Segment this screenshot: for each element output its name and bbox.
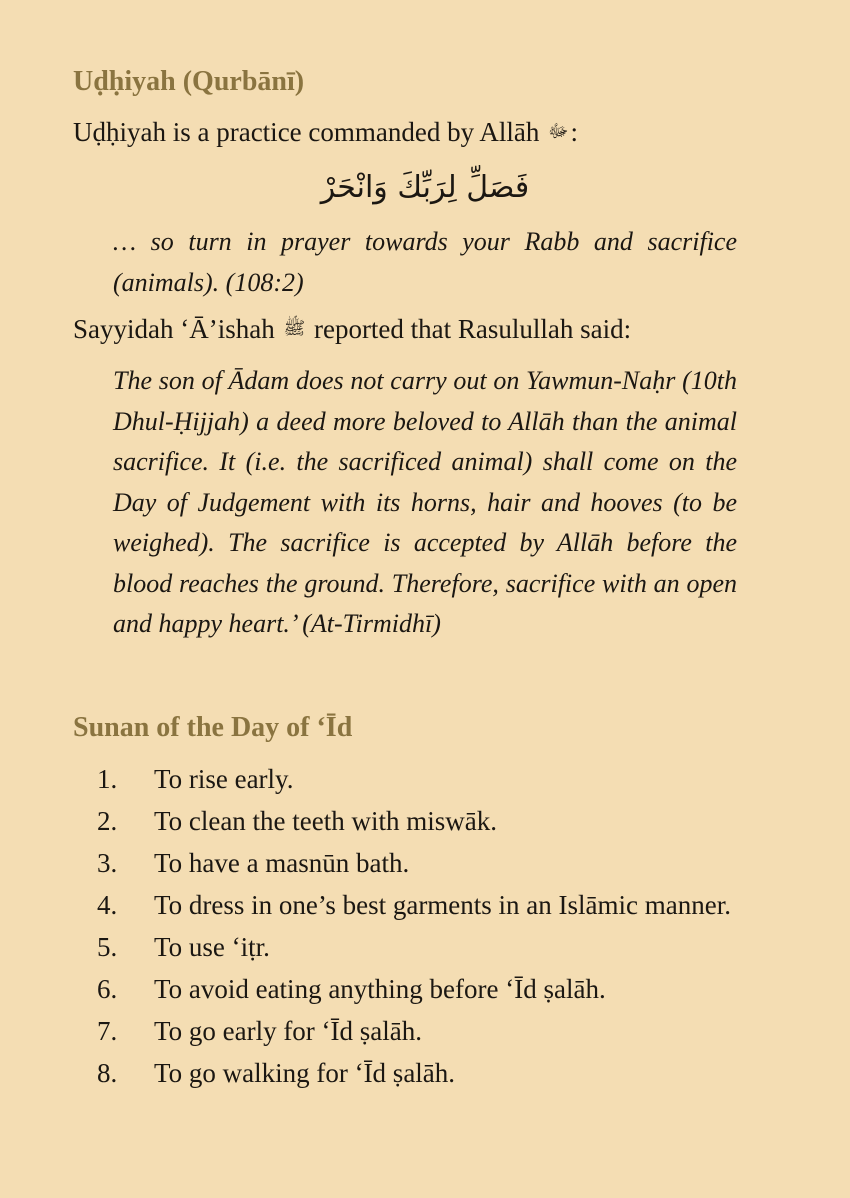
list-item-text: To have a masnūn bath. <box>154 848 410 878</box>
list-item <box>0 884 776 926</box>
honorific-mark: ﷻ <box>548 121 569 142</box>
list-number: 4. <box>97 890 118 920</box>
list-number: 3. <box>97 848 118 878</box>
list-item <box>0 842 776 884</box>
hadith-intro <box>73 314 631 345</box>
list-number: 7. <box>97 1016 118 1046</box>
list-item-text: To go walking for ‘Īd ṣalāh. <box>154 1058 456 1088</box>
arabic-verse: فَصَلِّ لِرَبِّكَ وَانْحَرْ <box>320 170 530 205</box>
hadith-text: The son of Ādam does not carry out on Yawmun-Naḥr (10th Dhul-Ḥijjah) a deed more beloved to Allāh than the animal sacrifice. It (i.e. the sacrificed animal) shall come on the Day of Judgement with its horns, hair and hooves (to be weighed). The sacrifice is accepted by Allāh before the blood reaches the ground. Therefore, sacrifice with an open and happy heart.’ (At-Tirmidhī) <box>113 366 737 638</box>
list-item <box>0 1010 776 1052</box>
hadith-intro-a: Sayyidah ‘Ā’ishah <box>73 314 275 344</box>
list-item <box>0 1052 776 1094</box>
list-item-text: To dress in one’s best garments in an Islāmic manner. <box>154 890 731 920</box>
list-item-text: To rise early. <box>154 764 294 794</box>
list-item-text: To go early for ‘Īd ṣalāh. <box>154 1016 423 1046</box>
hadith-intro-b: reported that Rasulullah said: <box>313 314 632 344</box>
udhiyah-heading: Uḍḥiyah (Qurbānī) <box>73 66 305 97</box>
list-item <box>0 968 776 1010</box>
udhiyah-intro-text: Uḍḥiyah is a practice commanded by Allāh <box>73 117 540 147</box>
list-number: 8. <box>97 1058 118 1088</box>
list-number: 1. <box>97 764 118 794</box>
list-item-text: To use ‘iṭr. <box>154 932 270 962</box>
list-item-text: To clean the teeth with miswāk. <box>154 806 498 836</box>
list-item <box>0 800 776 842</box>
udhiyah-intro <box>73 117 578 148</box>
honorific-mark: ﷺ <box>283 318 306 339</box>
udhiyah-intro-end: : <box>570 117 578 147</box>
sunan-heading: Sunan of the Day of ‘Īd <box>73 712 353 743</box>
list-number: 5. <box>97 932 118 962</box>
list-number: 2. <box>97 806 118 836</box>
list-number: 6. <box>97 974 118 1004</box>
sunan-list <box>0 758 776 1094</box>
list-item-text: To avoid eating anything before ‘Īd ṣalāh. <box>154 974 606 1004</box>
verse-translation: … so turn in prayer towards your Rabb and sacrifice (animals). (108:2) <box>113 227 737 297</box>
list-item <box>0 926 776 968</box>
list-item <box>0 758 776 800</box>
